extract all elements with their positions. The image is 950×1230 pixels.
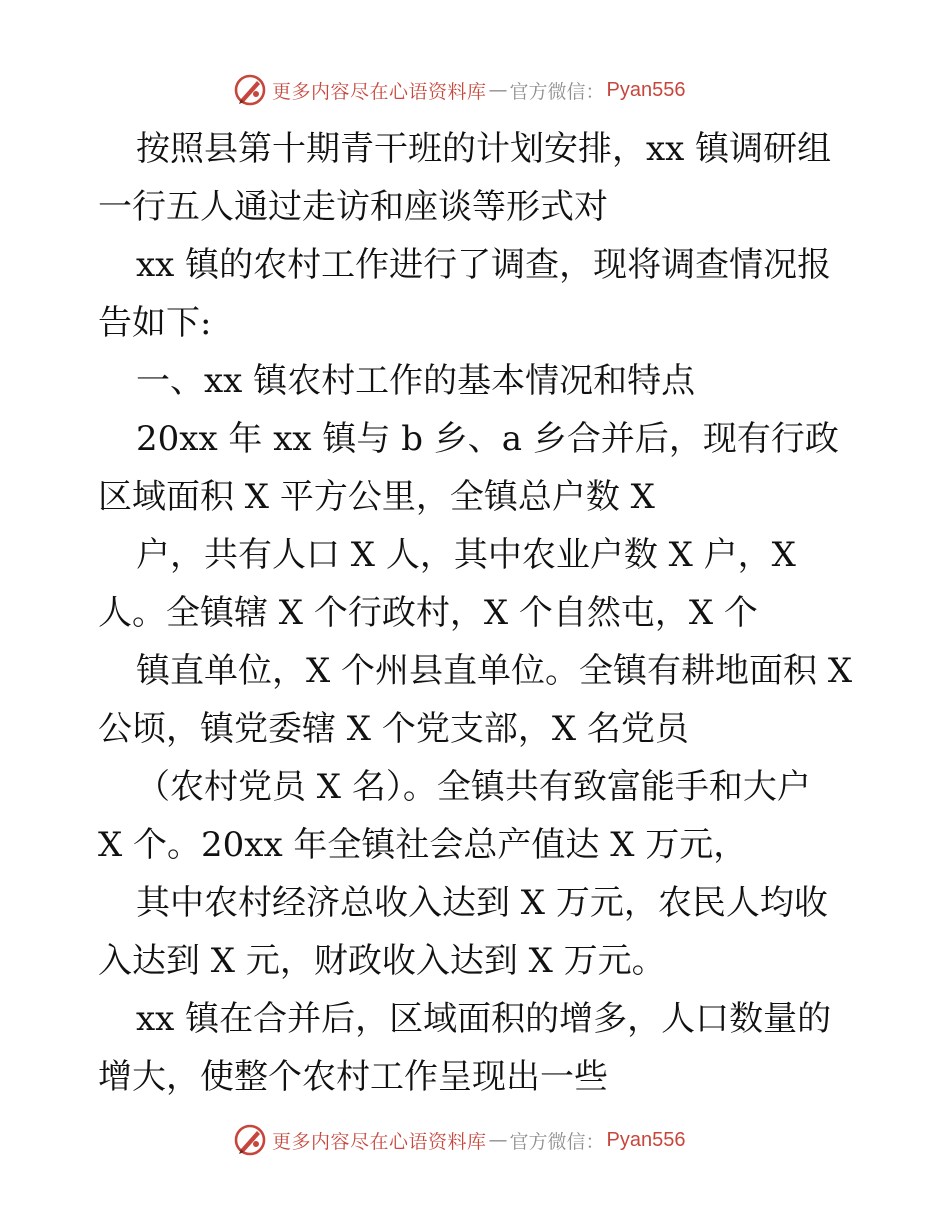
body-line: 户，共有人口 X 人，其中农业户数 X 户，X xyxy=(136,535,796,575)
body-line: 公顷，镇党委辖 X 个党支部，X 名党员 xyxy=(98,709,689,749)
header-banner xyxy=(232,70,686,110)
pen-nib-logo-icon xyxy=(232,72,268,108)
banner-wechat-id: Pyan556 xyxy=(606,78,686,101)
banner-wechat-label: 官方微信： xyxy=(509,1130,605,1153)
body-line: xx 镇在合并后，区域面积的增多，人口数量的 xyxy=(136,999,832,1039)
body-line: 按照县第十期青干班的计划安排，xx 镇调研组 xyxy=(136,129,832,169)
banner-dash: — xyxy=(488,79,508,101)
body-line: X 个。20xx 年全镇社会总产值达 X 万元， xyxy=(98,825,748,865)
footer-banner xyxy=(232,1120,686,1160)
body-line: （农村党员 X 名）。全镇共有致富能手和大户 xyxy=(136,767,811,807)
body-line: 20xx 年 xx 镇与 b 乡、a 乡合并后，现有行政 xyxy=(136,419,839,459)
body-line: 镇直单位，X 个州县直单位。全镇有耕地面积 X xyxy=(136,651,853,691)
section-heading: 一、xx 镇农村工作的基本情况和特点 xyxy=(136,361,696,401)
body-line: 人。全镇辖 X 个行政村，X 个自然屯，X 个 xyxy=(98,593,758,633)
pen-nib-logo-icon xyxy=(232,1122,268,1158)
body-line: xx 镇的农村工作进行了调查，现将调查情况报 xyxy=(136,245,832,285)
banner-wechat-label: 官方微信： xyxy=(509,80,605,103)
body-line: 区域面积 X 平方公里，全镇总户数 X xyxy=(98,477,655,517)
body-line: 增大，使整个农村工作呈现出一些 xyxy=(98,1057,608,1097)
body-line: 告如下: xyxy=(98,303,212,343)
body-line: 入达到 X 元，财政收入达到 X 万元。 xyxy=(98,941,666,981)
banner-dash: — xyxy=(488,1129,508,1151)
banner-text: 更多内容尽在心语资料库 xyxy=(272,1130,487,1153)
banner-wechat-id: Pyan556 xyxy=(606,1128,686,1151)
banner-text: 更多内容尽在心语资料库 xyxy=(272,80,487,103)
body-line: 一行五人通过走访和座谈等形式对 xyxy=(98,187,608,227)
body-line: 其中农村经济总收入达到 X 万元，农民人均收 xyxy=(136,883,828,923)
